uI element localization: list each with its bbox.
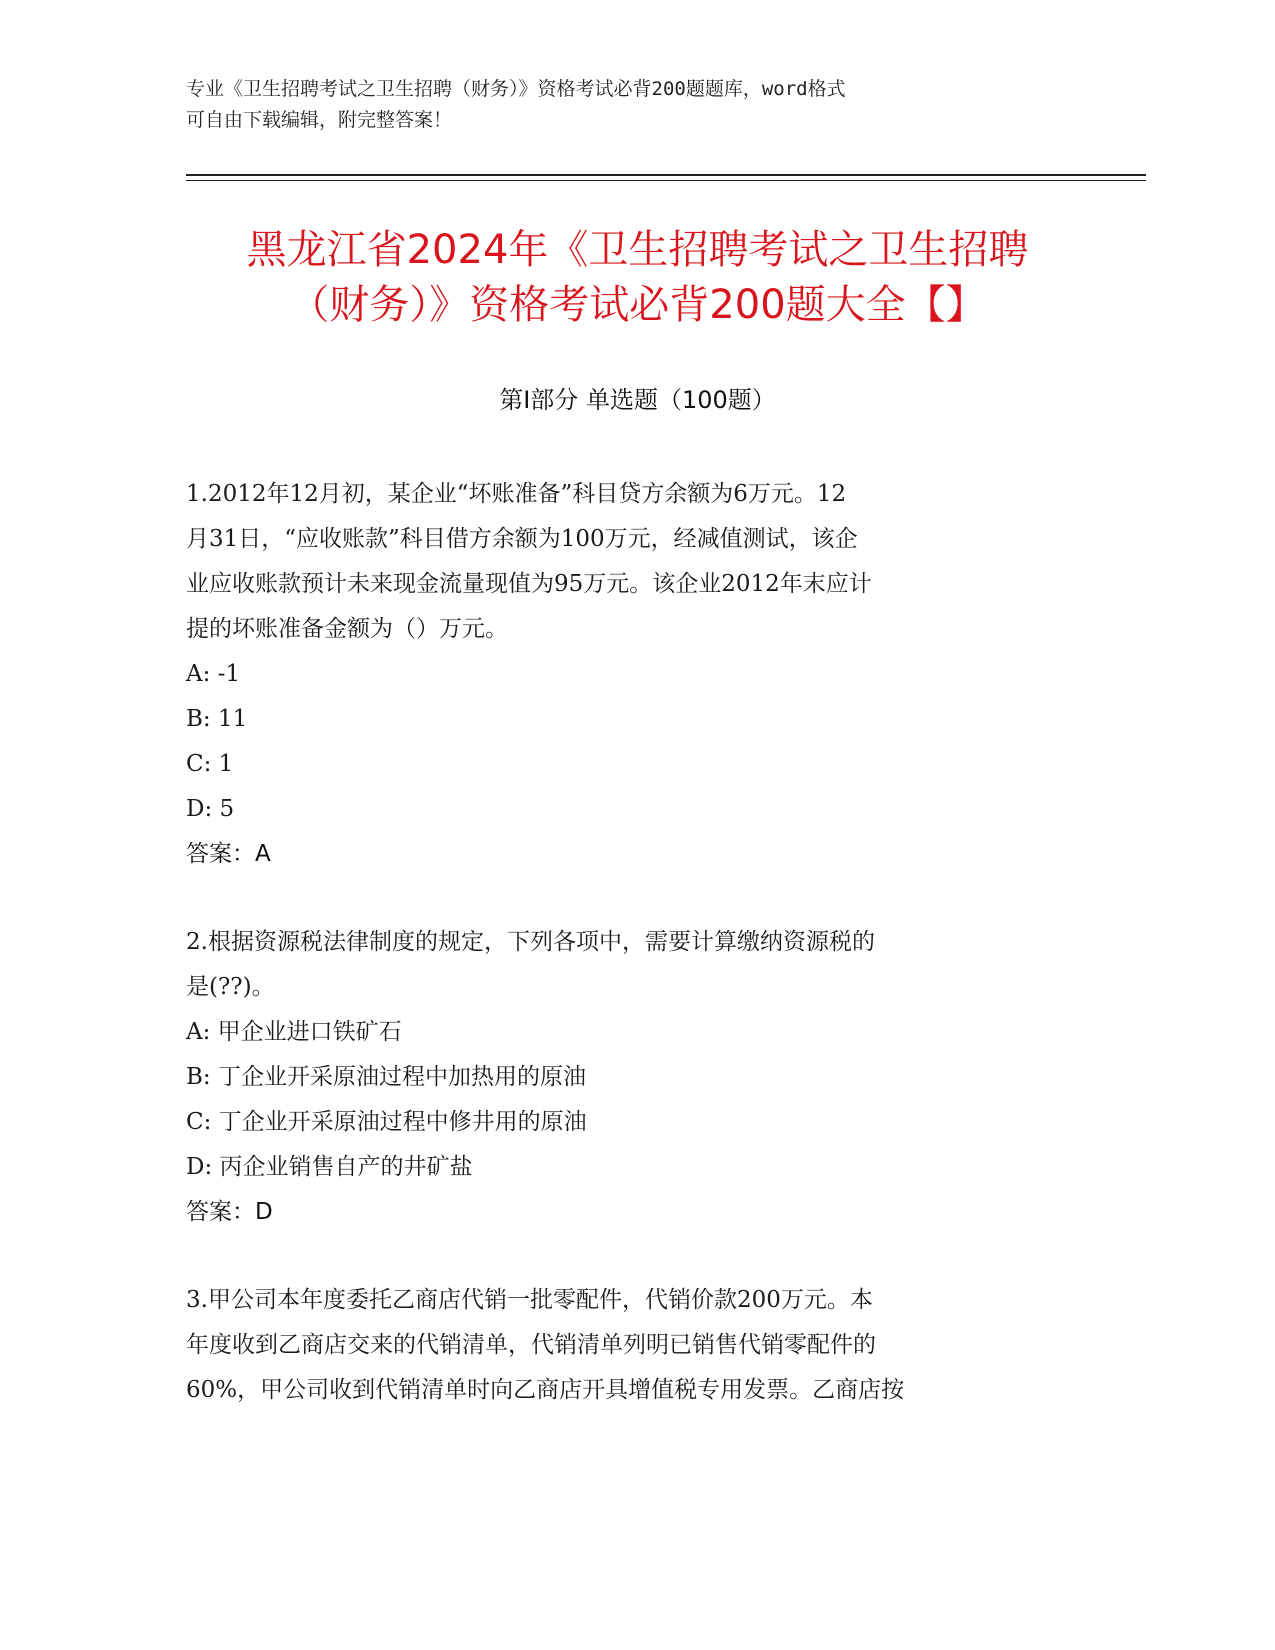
question-stem-line: 60%，甲公司收到代销清单时向乙商店开具增值税专用发票。乙商店按 (186, 1377, 905, 1403)
option-d: D: 5 (186, 796, 235, 822)
option-a: A: -1 (186, 661, 241, 687)
question-3 (186, 1278, 1066, 1413)
option-d: D: 丙企业销售自产的井矿盐 (186, 1154, 473, 1180)
section-title: 第I部分 单选题（100题） (499, 386, 776, 414)
header-note-line-1: 专业《卫生招聘考试之卫生招聘（财务）》资格考试必背200题题库，word格式 (186, 78, 846, 100)
question-stem-line: 3.甲公司本年度委托乙商店代销一批零配件，代销价款200万元。本 (186, 1287, 873, 1313)
answer-label: 答案：A (186, 841, 271, 867)
option-c: C: 丁企业开采原油过程中修井用的原油 (186, 1109, 587, 1135)
option-b: B: 11 (186, 706, 248, 732)
question-2 (186, 920, 1066, 1235)
answer-label: 答案：D (186, 1199, 273, 1225)
header-divider-thick (186, 174, 1146, 176)
question-stem-line: 1.2012年12月初，某企业“坏账准备”科目贷方余额为6万元。12 (186, 481, 847, 507)
question-list (186, 472, 1066, 1456)
question-1 (186, 472, 1066, 877)
question-stem-line: 2.根据资源税法律制度的规定，下列各项中，需要计算缴纳资源税的 (186, 929, 875, 955)
question-stem (186, 920, 1066, 1010)
question-stem-line: 提的坏账准备金额为（）万元。 (186, 616, 508, 642)
option-c: C: 1 (186, 751, 234, 777)
document-title-line-1: 黑龙江省2024年《卫生招聘考试之卫生招聘 (246, 227, 1029, 273)
question-stem (186, 1278, 1066, 1413)
header-note (186, 74, 1066, 136)
question-stem-line: 月31日，“应收账款”科目借方余额为100万元，经减值测试，该企 (186, 526, 858, 552)
question-stem-line: 是(??)。 (186, 974, 275, 1000)
option-a: A: 甲企业进口铁矿石 (186, 1019, 402, 1045)
question-stem-line: 业应收账款预计未来现金流量现值为95万元。该企业2012年末应计 (186, 571, 872, 597)
document-title (150, 223, 1125, 333)
option-b: B: 丁企业开采原油过程中加热用的原油 (186, 1064, 586, 1090)
question-stem-line: 年度收到乙商店交来的代销清单，代销清单列明已销售代销零配件的 (186, 1332, 876, 1358)
document-title-line-2: （财务）》资格考试必背200题大全【】 (289, 282, 986, 328)
header-note-line-2: 可自由下载编辑，附完整答案！ (186, 109, 453, 131)
header-divider-thin (186, 180, 1146, 181)
question-stem (186, 472, 1066, 652)
